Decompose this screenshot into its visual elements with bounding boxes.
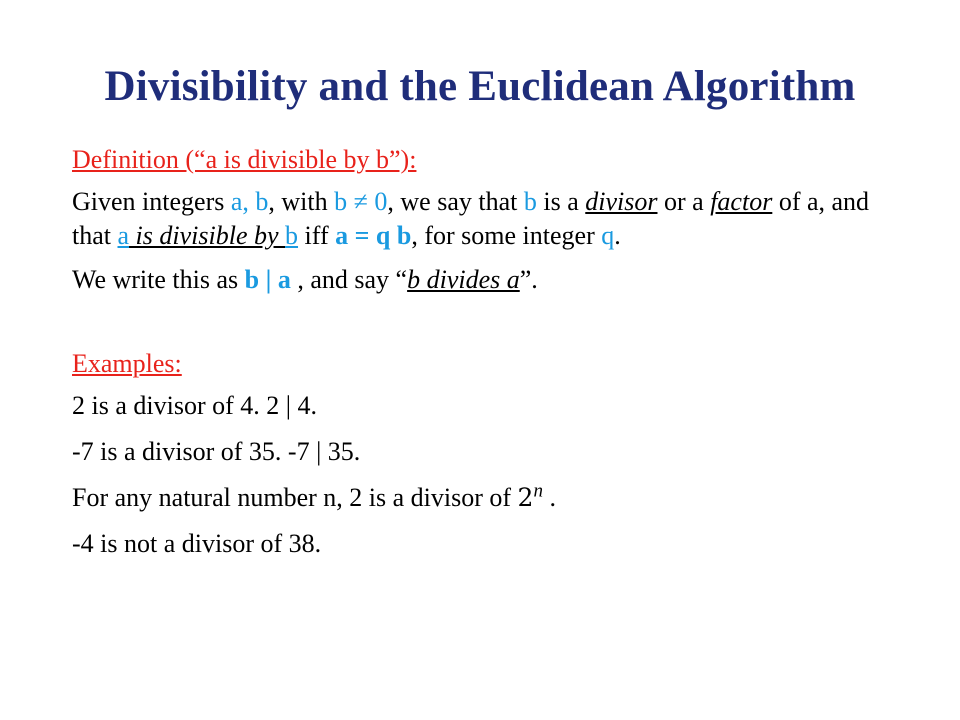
definition-paragraph bbox=[72, 185, 892, 253]
example-3 bbox=[72, 481, 892, 515]
def-b-underlined: b bbox=[285, 221, 299, 250]
example-3-base: 2 bbox=[517, 483, 534, 512]
example-4: -4 is not a divisor of 38. bbox=[72, 529, 322, 558]
example-3-end: . bbox=[542, 483, 556, 512]
def-text-7: , for some integer bbox=[411, 221, 602, 250]
def-q: q bbox=[601, 221, 615, 250]
def-text-8: . bbox=[614, 221, 621, 250]
def-text-1: Given integers bbox=[72, 187, 231, 216]
def-a-underlined: a bbox=[117, 221, 130, 250]
def-text-4: is a bbox=[536, 187, 586, 216]
def-b-neq-zero: b ≠ 0 bbox=[334, 187, 388, 216]
def-text-2: , with bbox=[268, 187, 335, 216]
example-2: -7 is a divisor of 35. -7 | 35. bbox=[72, 437, 361, 466]
def-ab: a, b bbox=[230, 187, 269, 216]
examples-heading: Examples: bbox=[72, 349, 182, 378]
notation-text-2: , and say “ bbox=[290, 265, 408, 294]
slide-title: Divisibility and the Euclidean Algorithm bbox=[104, 63, 856, 110]
notation-divides-phrase: b divides a bbox=[407, 265, 520, 294]
def-a-eq: a bbox=[335, 221, 349, 250]
def-eq-rest: = q b bbox=[348, 221, 412, 250]
notation-text-3: ”. bbox=[519, 265, 538, 294]
def-text-6: of a, and that bbox=[72, 187, 870, 250]
example-3-exponent: n bbox=[533, 480, 543, 502]
example-3-text: For any natural number n, 2 is a divisor of bbox=[72, 483, 518, 512]
def-text-3: , we say that bbox=[387, 187, 524, 216]
example-1: 2 is a divisor of 4. 2 | 4. bbox=[72, 391, 317, 420]
notation-paragraph bbox=[72, 263, 892, 297]
definition-heading: Definition (“a is divisible by b”): bbox=[72, 145, 417, 174]
def-divisor: divisor bbox=[585, 187, 658, 216]
def-divisible-phrase: is divisible by bbox=[129, 221, 286, 250]
notation-b-divides-a: b | a bbox=[244, 265, 291, 294]
notation-text-1: We write this as bbox=[72, 265, 245, 294]
def-b: b bbox=[523, 187, 537, 216]
def-factor: factor bbox=[710, 187, 773, 216]
def-text-5: or a bbox=[657, 187, 711, 216]
def-iff: iff bbox=[298, 221, 336, 250]
slide-body bbox=[72, 143, 892, 573]
